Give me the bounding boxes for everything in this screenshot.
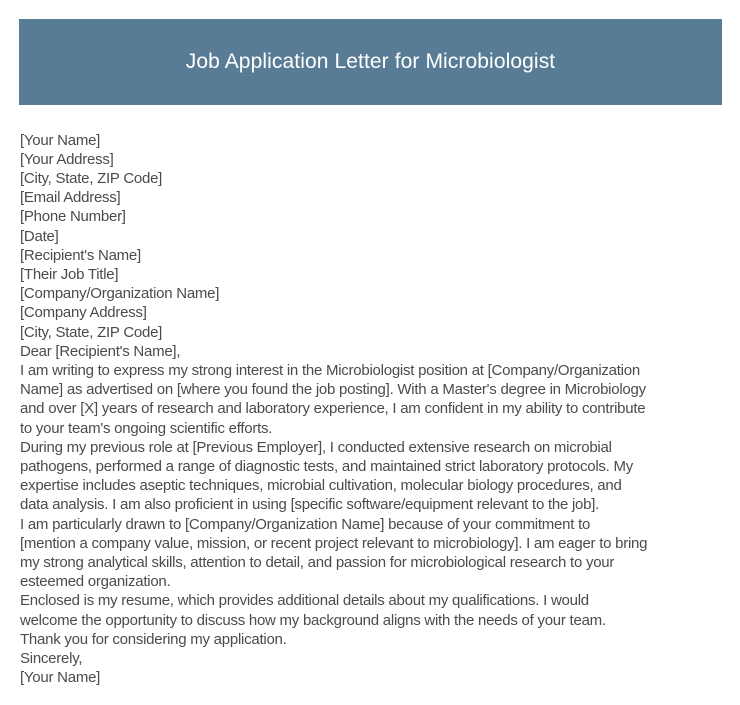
letter-line-paragraph2: During my previous role at [Previous Employer], I conducted extensive research on microbial xyxy=(20,438,612,456)
letter-line-closing-thanks: Thank you for considering my application. xyxy=(20,630,287,648)
letter-line-paragraph2: pathogens, performed a range of diagnostic tests, and maintained strict laboratory protocols. My xyxy=(20,457,634,475)
page-title: Job Application Letter for Microbiologist xyxy=(185,50,556,73)
letter-line-your-address: [Your Address] xyxy=(20,150,114,168)
letter-line-paragraph1: Name] as advertised on [where you found the job posting]. With a Master's degree in Microbiology xyxy=(20,381,646,399)
letter-line-paragraph3: my strong analytical skills, attention to detail, and passion for microbiological research to your xyxy=(20,553,615,571)
letter-line-paragraph3: I am particularly drawn to [Company/Organization Name] because of your commitment to xyxy=(20,515,591,533)
letter-line-your-name: [Your Name] xyxy=(20,131,101,149)
letter-line-recipient-name: [Recipient's Name] xyxy=(20,246,141,264)
letter-line-salutation: Dear [Recipient's Name], xyxy=(20,342,181,360)
letter-line-paragraph1: to your team's ongoing scientific efforts. xyxy=(20,419,273,437)
letter-line-paragraph1: I am writing to express my strong interest in the Microbiologist position at [Company/Organization xyxy=(20,361,640,379)
letter-line-company-city-state-zip: [City, State, ZIP Code] xyxy=(20,323,163,341)
letter-line-signature: [Your Name] xyxy=(20,669,101,687)
letter-line-paragraph2: expertise includes aseptic techniques, microbial cultivation, molecular biology procedures, and xyxy=(20,477,622,495)
letter-line-paragraph3: [mention a company value, mission, or recent project relevant to microbiology]. I am eager to bring xyxy=(20,534,648,552)
letter-line-paragraph2: data analysis. I am also proficient in using [specific software/equipment relevant to the job]. xyxy=(20,496,600,514)
letter-line-company-address: [Company Address] xyxy=(20,304,147,322)
letter-line-recipient-title: [Their Job Title] xyxy=(20,265,119,283)
letter-line-paragraph4: welcome the opportunity to discuss how my background aligns with the needs of your team. xyxy=(20,611,606,629)
letter-line-paragraph3: esteemed organization. xyxy=(20,573,171,591)
letter-line-paragraph4: Enclosed is my resume, which provides additional details about my qualifications. I would xyxy=(20,592,589,610)
letter-line-sincerely: Sincerely, xyxy=(20,649,83,667)
letter-line-date: [Date] xyxy=(20,227,59,245)
header-band xyxy=(19,19,722,105)
letter-line-phone: [Phone Number] xyxy=(20,208,126,226)
letter-line-paragraph1: and over [X] years of research and laboratory experience, I am confident in my ability to contribute xyxy=(20,400,646,418)
letter-line-city-state-zip: [City, State, ZIP Code] xyxy=(20,169,163,187)
letter-line-company-name: [Company/Organization Name] xyxy=(20,285,220,303)
letter-line-email: [Email Address] xyxy=(20,189,121,207)
letter-body xyxy=(20,131,732,688)
